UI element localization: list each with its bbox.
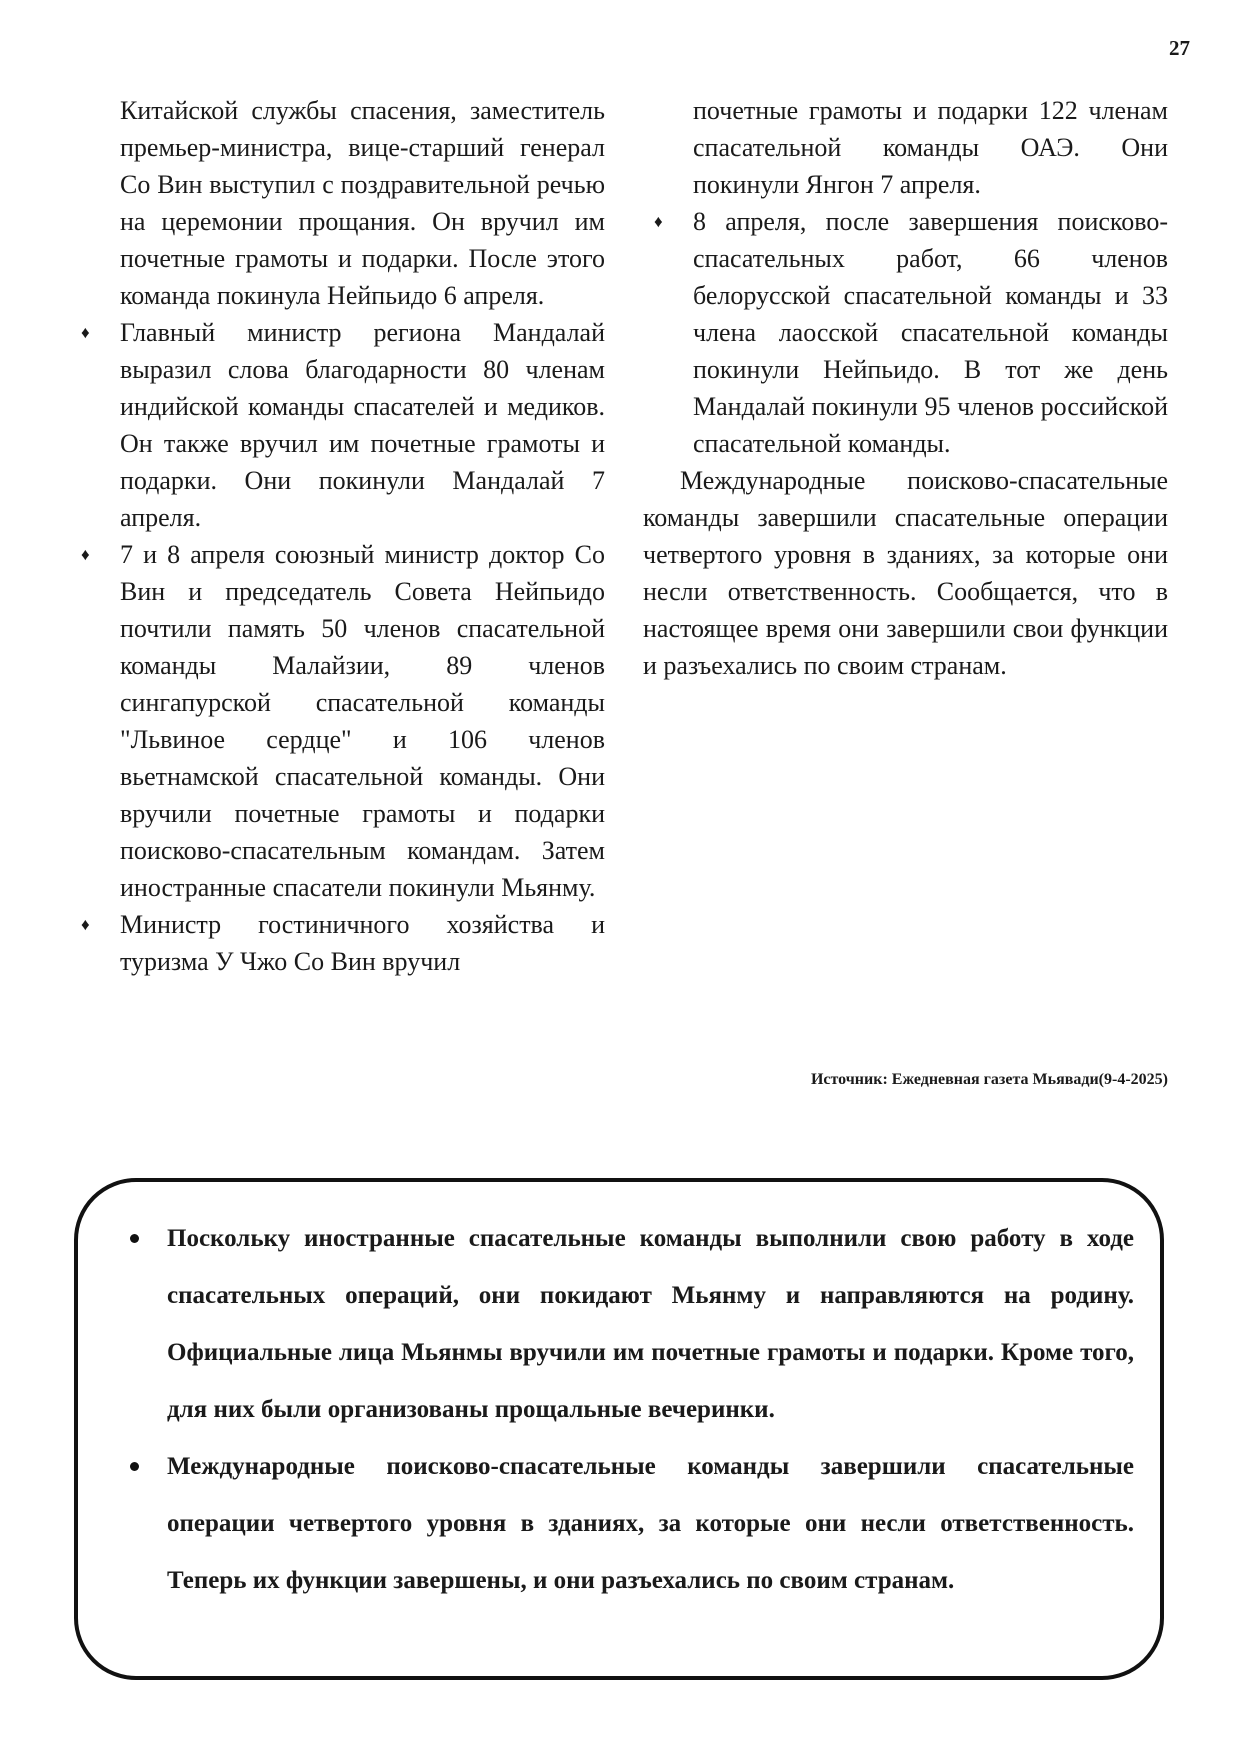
summary-item bbox=[130, 1210, 1134, 1438]
summary-list bbox=[130, 1210, 1134, 1609]
summary-item bbox=[130, 1438, 1134, 1609]
left-bullet-text: Министр гостиничного хозяйства и туризма У Чжо Со Вин вручил bbox=[120, 910, 605, 976]
left-column bbox=[70, 92, 605, 980]
left-bullet-item bbox=[70, 536, 605, 906]
bullet-dot-icon bbox=[130, 1462, 139, 1471]
bullet-dot-icon bbox=[130, 1234, 139, 1243]
left-continuation-paragraph: Китайской службы спасения, заместитель премьер-министра, вице-старший генерал Со Вин выступил с поздравительной речью на церемонии прощания. Он вручил им почетные грамоты и подарки. После этого команда покинула Нейпьидо 6 апреля. bbox=[120, 96, 605, 310]
summary-box bbox=[74, 1178, 1164, 1680]
source-citation: Источник: Ежедневная газета Мьявади(9-4-2025) bbox=[810, 1071, 1168, 1088]
summary-item-text: Международные поисково-спасательные команды завершили спасательные операции четвертого уровня в зданиях, за которые они несли ответственность. Теперь их функции завершены, и они разъехались по своим странам. bbox=[167, 1453, 1134, 1594]
right-bullet-text: 8 апреля, после завершения поисково-спасательных работ, 66 членов белорусской спасательной команды и 33 члена лаосской спасательной команды покинули Нейпьидо. В тот же день Мандалай покинули 95 членов российской спасательной команды. bbox=[693, 207, 1168, 458]
right-bullet-item bbox=[643, 203, 1168, 462]
diamond-bullet-icon: ♦ bbox=[81, 545, 90, 564]
page-number: 27 bbox=[1169, 36, 1190, 60]
left-bullet-item bbox=[70, 906, 605, 980]
diamond-bullet-icon: ♦ bbox=[654, 212, 663, 231]
right-column bbox=[643, 92, 1168, 684]
conclusion-paragraph: Международные поисково-спасательные команды завершили спасательные операции четвертого уровня в зданиях, за которые они несли ответственность. Сообщается, что в настоящее время они завершили свои функции и разъехались по своим странам. bbox=[643, 466, 1168, 680]
diamond-bullet-icon: ♦ bbox=[81, 323, 90, 342]
right-continuation-paragraph: почетные грамоты и подарки 122 членам спасательной команды ОАЭ. Они покинули Янгон 7 апреля. bbox=[693, 96, 1168, 199]
left-bullet-text: 7 и 8 апреля союзный министр доктор Со Вин и председатель Совета Нейпьидо почтили память 50 членов спасательной команды Малайзии, 89 членов сингапурской спасательной команды "Львиное сердце" и 106 членов вьетнамской спасательной команды. Они вручили почетные грамоты и подарки поисково-спасательным командам. Затем иностранные спасатели покинули Мьянму. bbox=[120, 540, 605, 902]
left-bullet-text: Главный министр региона Мандалай выразил слова благодарности 80 членам индийской команды спасателей и медиков. Он также вручил им почетные грамоты и подарки. Они покинули Мандалай 7 апреля. bbox=[120, 318, 605, 532]
left-bullet-item bbox=[70, 314, 605, 536]
summary-item-text: Поскольку иностранные спасательные команды выполнили свою работу в ходе спасательных операций, они покидают Мьянму и направляются на родину. Официальные лица Мьянмы вручили им почетные грамоты и подарки. Кроме того, для них были организованы прощальные вечеринки. bbox=[167, 1225, 1134, 1423]
diamond-bullet-icon: ♦ bbox=[81, 915, 90, 934]
